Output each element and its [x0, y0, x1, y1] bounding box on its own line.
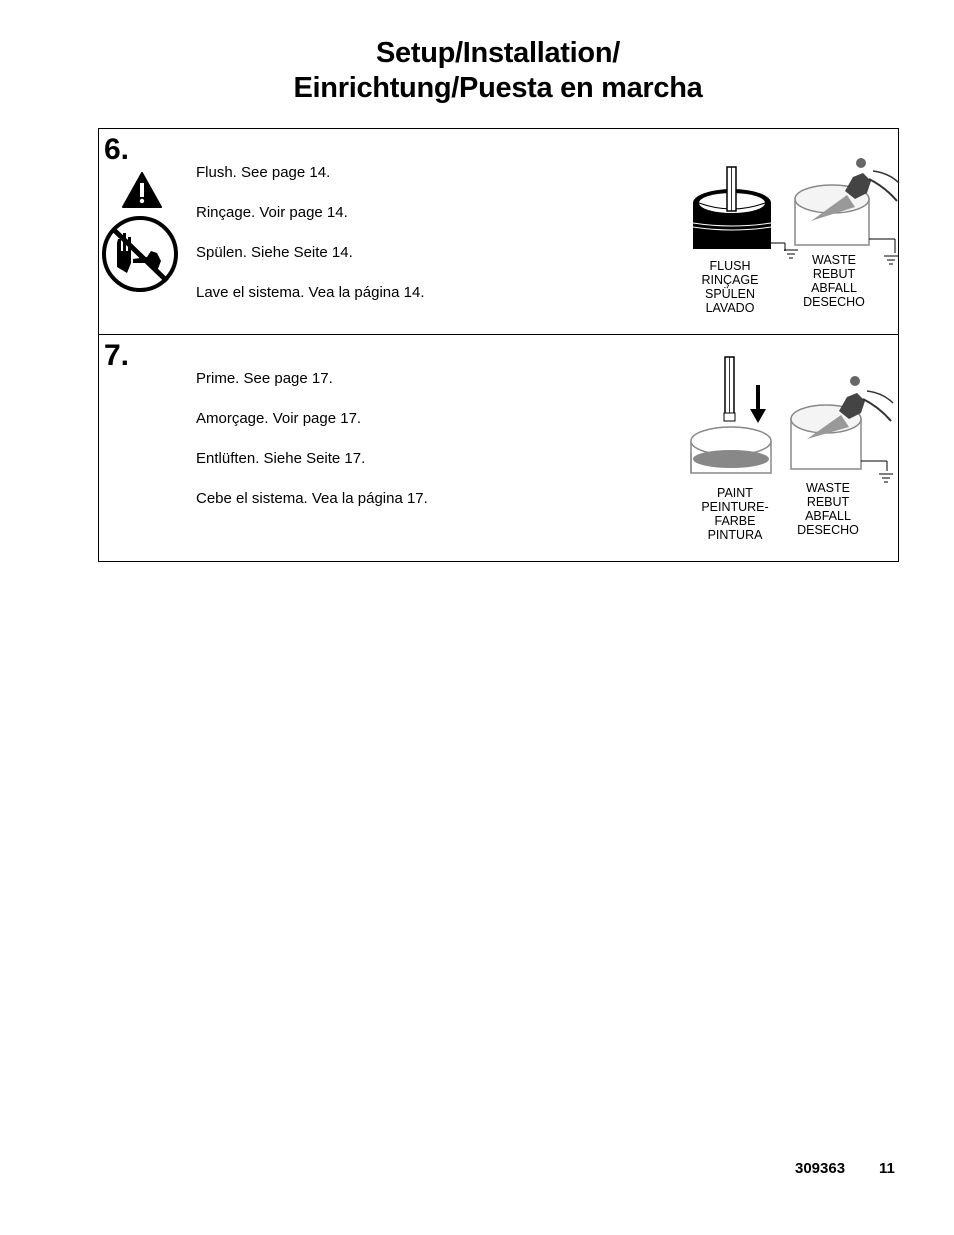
down-arrow-icon [749, 385, 767, 425]
waste-pail-spray-gun-icon [787, 371, 899, 471]
flush-pail-icon [687, 165, 797, 255]
warning-triangle-icon [121, 171, 163, 209]
instruction-en: Prime. See page 17. [196, 370, 333, 387]
step-number: 6. [104, 133, 130, 166]
title-line-1: Setup/Installation/ [375, 37, 621, 69]
paint-pail-label: PAINT PEINTURE- FARBE PINTURA [701, 486, 769, 542]
instruction-de: Spülen. Siehe Seite 14. [196, 244, 353, 261]
waste-pail-label: WASTE REBUT ABFALL DESECHO [803, 253, 865, 309]
instruction-en: Flush. See page 14. [196, 164, 331, 181]
title-line-2: Einrichtung/Puesta en marcha [293, 72, 703, 104]
instruction-de: Entlüften. Siehe Seite 17. [196, 450, 366, 467]
instruction-es: Cebe el sistema. Vea la página 17. [196, 490, 428, 507]
ground-symbol-icon [876, 471, 896, 487]
instruction-fr: Amorçage. Voir page 17. [196, 410, 362, 427]
step-instructions [196, 369, 428, 529]
ground-symbol-icon [881, 253, 901, 269]
instruction-fr: Rinçage. Voir page 14. [196, 204, 348, 221]
step-6-panel [98, 128, 899, 334]
page-title [0, 36, 954, 106]
step-7-panel [98, 334, 899, 562]
page-number: 11 [879, 1160, 895, 1177]
instruction-es: Lave el sistema. Vea la página 14. [196, 284, 425, 301]
document-number: 309363 [795, 1160, 846, 1177]
waste-pail-label: WASTE REBUT ABFALL DESECHO [797, 481, 859, 537]
step-instructions [196, 163, 425, 323]
waste-pail-spray-gun-icon [789, 153, 901, 253]
step-number: 7. [104, 339, 130, 372]
flush-pail-label: FLUSH RINÇAGE SPÜLEN LAVADO [701, 259, 759, 315]
no-hand-spray-icon [101, 215, 179, 293]
